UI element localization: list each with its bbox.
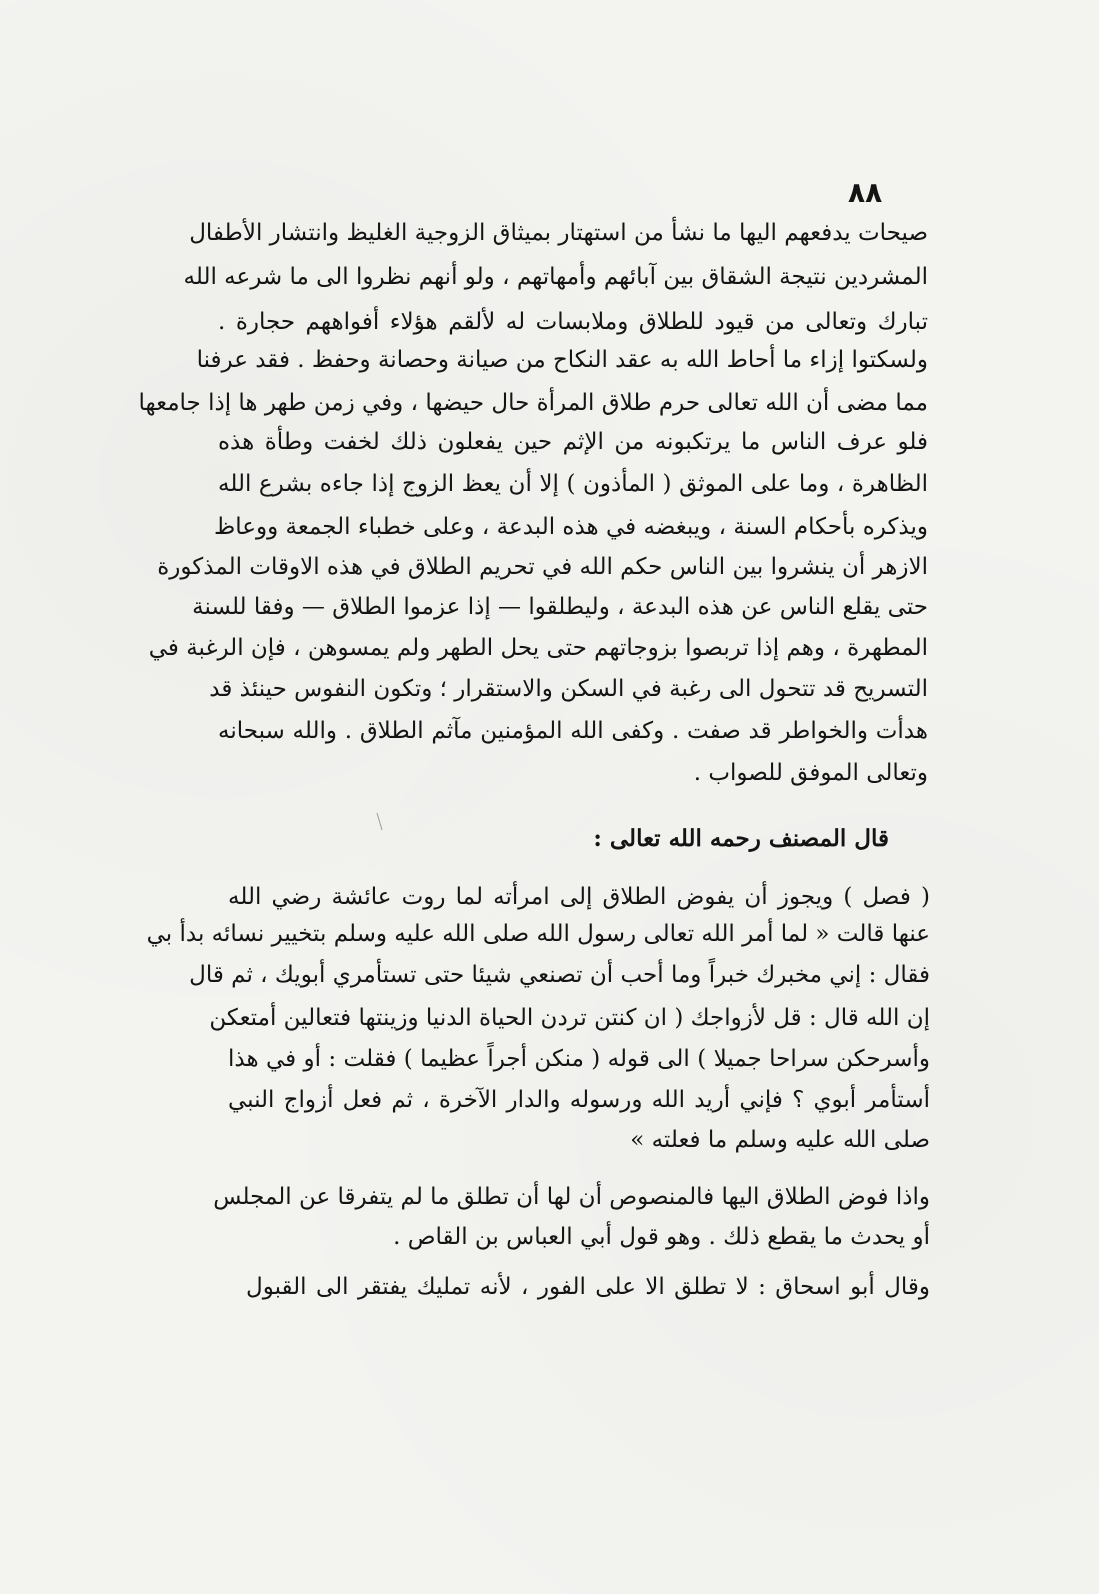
paragraph1-line-4: ولسكتوا إزاء ما أحاط الله به عقد النكاح من صيانة وحصانة وحفظ . فقد عرفنا (196, 347, 928, 373)
paragraph3-line-2: أو يحدث ما يقطع ذلك . وهو قول أبي العباس بن القاص . (393, 1224, 930, 1250)
paragraph1-line-5: مما مضى أن الله تعالى حرم طلاق المرأة حال حيضها ، وفي زمن طهر ها إذا جامعها (138, 390, 928, 416)
paragraph2-line-7: صلى الله عليه وسلم ما فعلته » (630, 1127, 930, 1153)
paragraph2-line-3: فقال : إني مخبرك خبراً وما أحب أن تصنعي شيئا حتى تستأمري أبويك ، ثم قال (189, 962, 930, 988)
paragraph1-line-1: صيحات يدفعهم اليها ما نشأ من استهتار بميثاق الزوجية الغليظ وانتشار الأطفال (189, 220, 928, 246)
paragraph1-line-6: فلو عرف الناس ما يرتكبونه من الإثم حين يفعلون ذلك لخفت وطأة هذه (218, 429, 928, 455)
paragraph1-line-14: وتعالى الموفق للصواب . (693, 760, 928, 786)
paragraph1-line-13: هدأت والخواطر قد صفت . وكفى الله المؤمنين مآثم الطلاق . والله سبحانه (218, 718, 928, 744)
paragraph1-line-2: المشردين نتيجة الشقاق بين آبائهم وأمهاتهم ، ولو أنهم نظروا الى ما شرعه الله (183, 264, 928, 290)
paragraph1-line-7: الظاهرة ، وما على الموثق ( المأذون ) إلا أن يعظ الزوج إذا جاءه بشرع الله (218, 471, 928, 497)
paragraph1-line-12: التسريح قد تتحول الى رغبة في السكن والاستقرار ؛ وتكون النفوس حينئذ قد (209, 676, 928, 702)
scan-mark (376, 812, 384, 832)
paragraph1-line-10: حتى يقلع الناس عن هذه البدعة ، وليطلقوا — إذا عزموا الطلاق — وفقا للسنة (192, 594, 928, 620)
paragraph1-line-3: تبارك وتعالى من قيود للطلاق وملابسات له لألقم هؤلاء أفواههم حجارة . (218, 309, 928, 335)
paragraph1-line-11: المطهرة ، وهم إذا تربصوا بزوجاتهم حتى يحل الطهر ولم يمسوهن ، فإن الرغبة في (148, 635, 928, 661)
paragraph2-line-1: ( فصل ) ويجوز أن يفوض الطلاق إلى امرأته لما روت عائشة رضي الله (228, 884, 930, 910)
paragraph3-line-1: واذا فوض الطلاق اليها فالمنصوص أن لها أن تطلق ما لم يتفرقا عن المجلس (213, 1184, 930, 1210)
paragraph2-line-4: إن الله قال : قل لأزواجك ( ان كنتن تردن الحياة الدنيا وزينتها فتعالين أمتعكن (209, 1005, 930, 1031)
section-heading: قال المصنف رحمه الله تعالى : (593, 825, 889, 852)
paragraph2-line-5: وأسرحكن سراحا جميلا ) الى قوله ( منكن أجراً عظيما ) فقلت : أو في هذا (228, 1046, 930, 1072)
paragraph2-line-2: عنها قالت « لما أمر الله تعالى رسول الله صلى الله عليه وسلم بتخيير نسائه بدأ بي (146, 921, 930, 947)
paragraph1-line-8: ويذكره بأحكام السنة ، ويبغضه في هذه البدعة ، وعلى خطباء الجمعة ووعاظ (214, 514, 928, 540)
page-number: ٨٨ (848, 176, 883, 209)
paragraph1-line-9: الازهر أن ينشروا بين الناس حكم الله في تحريم الطلاق في هذه الاوقات المذكورة (157, 554, 928, 580)
paragraph4-line-1: وقال أبو اسحاق : لا تطلق الا على الفور ، لأنه تمليك يفتقر الى القبول (246, 1274, 930, 1300)
paragraph2-line-6: أستأمر أبوي ؟ فإني أريد الله ورسوله والدار الآخرة ، ثم فعل أزواج النبي (228, 1087, 930, 1113)
